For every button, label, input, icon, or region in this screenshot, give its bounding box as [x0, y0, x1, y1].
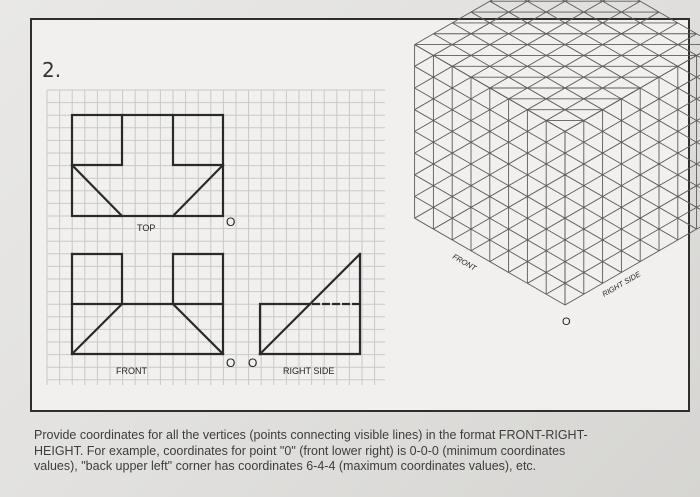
right-side-view: [260, 254, 360, 354]
iso-grid-line: [546, 283, 565, 294]
iso-grid-line: [640, 88, 700, 131]
origin-mark-front: O: [226, 356, 236, 370]
iso-grid-line: [471, 197, 565, 251]
instructions-text: Provide coordinates for all the vertices (points connecting visible lines) in the format FRONT-RIGHT-HEIGHT. For example, coordinates for point "0" (front lower right) is 0-0-0 (minimum coordinates values), "back upper left" corner has coordinates 6-4-4 (maximum coordinates values), etc.: [34, 428, 588, 473]
iso-grid-line: [415, 0, 565, 45]
iso-grid-line: [621, 99, 700, 153]
iso-grid-line: [565, 175, 700, 262]
origin-mark-right: O: [248, 356, 258, 370]
orthographic-grid: [47, 90, 385, 385]
iso-grid-line: [603, 110, 700, 175]
iso-grid-line: [565, 197, 700, 284]
iso-grid-line: [565, 218, 700, 305]
iso-grid-line: [565, 153, 700, 240]
iso-front-label: FRONT: [451, 251, 478, 273]
iso-grid-line: [565, 197, 659, 251]
iso-grid-line: [565, 240, 621, 273]
iso-grid-line: [415, 55, 434, 66]
iso-grid-line: [697, 55, 700, 66]
iso-grid-line: [433, 153, 565, 229]
question-number: 2.: [42, 58, 62, 82]
iso-grid-line: [415, 121, 547, 197]
top-view-label: TOP: [137, 223, 156, 233]
iso-grid-line: [415, 77, 471, 110]
iso-grid-line: [659, 77, 700, 110]
iso-grid-line: [565, 283, 584, 294]
iso-grid-line: [565, 0, 700, 45]
right-side-view-label: RIGHT SIDE: [283, 366, 335, 376]
iso-grid-line: [415, 99, 509, 153]
iso-grid-line: [565, 131, 700, 218]
origin-mark-top: O: [226, 215, 236, 229]
iso-origin-mark: O: [562, 316, 571, 328]
iso-grid-line: [565, 153, 697, 229]
iso-grid-line: [565, 110, 700, 197]
iso-grid-line: [565, 131, 700, 218]
iso-grid-line: [509, 240, 565, 273]
iso-right-side-label: RIGHT SIDE: [600, 269, 643, 299]
front-view-label: FRONT: [116, 366, 147, 376]
iso-grid-line: [565, 88, 700, 175]
